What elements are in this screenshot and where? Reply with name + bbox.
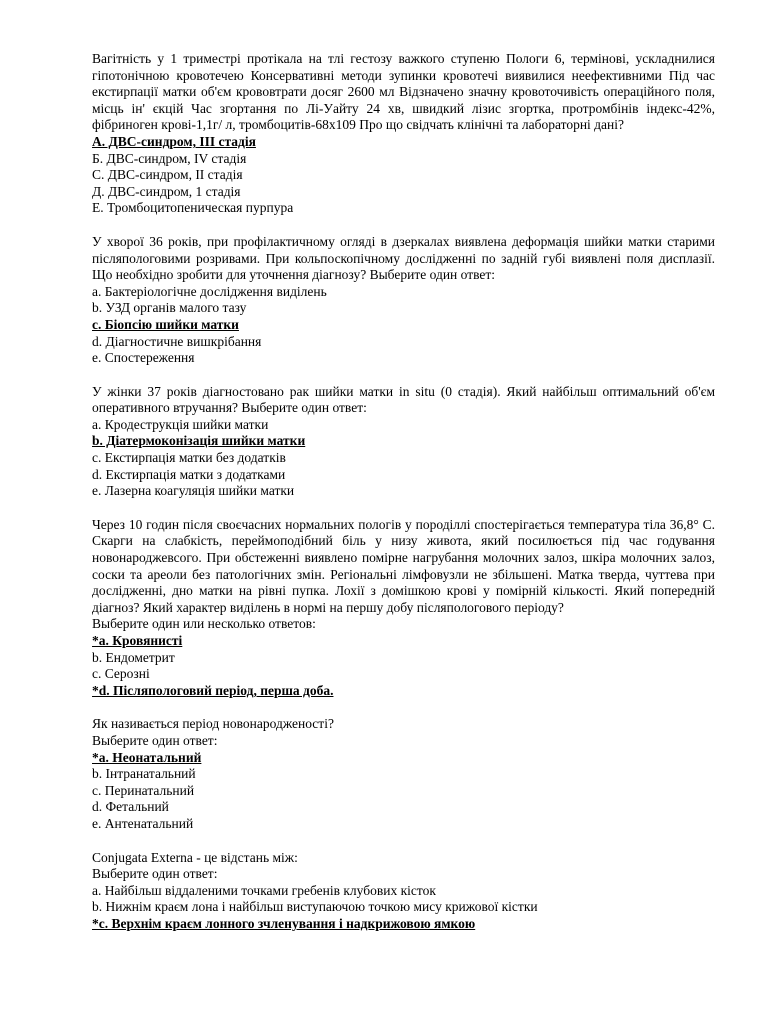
answer-options bbox=[92, 633, 715, 699]
answer-option-correct: А. ДВС-синдром, III стадія bbox=[92, 133, 256, 149]
answer-option: e. Спостереження bbox=[92, 350, 195, 366]
question-text: У хворої 36 років, при профілактичному огляді в дзеркалах виявлена деформація шийки матки старими післяпологовими розривами. При кольпоскопічному дослідженні по задній губі виявлені поля дисплазії. Що необхідно зробити для уточнення діагнозу? Выберите один ответ: bbox=[92, 233, 715, 283]
answer-option: b. Нижнім краєм лона і найбільш виступаючою точкою мису крижової кістки bbox=[92, 899, 538, 915]
question-prompt: Выберите один ответ: bbox=[92, 732, 218, 748]
answer-options bbox=[92, 750, 715, 833]
answer-options bbox=[92, 284, 715, 367]
answer-option-correct: *a. Неонатальний bbox=[92, 749, 202, 765]
answer-option: b. Інтранатальний bbox=[92, 766, 196, 782]
answer-option: b. Ендометрит bbox=[92, 649, 175, 665]
answer-option: a. Бактеріологічне дослідження виділень bbox=[92, 283, 327, 299]
question-prompt: Выберите один ответ: bbox=[92, 866, 218, 882]
question-1 bbox=[92, 51, 715, 217]
answer-options bbox=[92, 417, 715, 500]
question-text: Через 10 годин після своєчасних нормальних пологів у породіллі спостерігається температура тіла 36,8° С. Скарги на слабкість, переймоподібний біль у низу живота, який посилюється під час годування новонароджевсого. При обстеженні виявлено помірне нагрубання молочних залоз, шкіра молочних залоз, соски та ареоли без патологічних змін. Регіональні лімфовузли не збільшені. Матка тверда, чуттева при дослідженні, дно матки на рівні пупка. Лохії з домішкою крові у помірній кількості. Який попередній діагноз? Який характер виділень в нормі на першу добу післяпологового періоду? bbox=[92, 516, 715, 615]
answer-option-correct: c. Біопсію шийки матки bbox=[92, 316, 239, 332]
answer-option: Д. ДВС-синдром, 1 стадія bbox=[92, 183, 241, 199]
question-6 bbox=[92, 850, 715, 933]
answer-option: d. Екстирпація матки з додатками bbox=[92, 466, 286, 482]
answer-option: a. Найбільш віддаленими точками гребенів клубових кісток bbox=[92, 882, 436, 898]
answer-option: d. Фетальний bbox=[92, 799, 169, 815]
answer-option: b. УЗД органів малого тазу bbox=[92, 300, 247, 316]
question-text: Вагітність у 1 триместрі протікала на тлі гестозу важкого ступеню Пологи 6, термінові, ускладнилися гіпотонічною кровотечею Консервативні методи зупинки кровотечі виявилися неефективними Під час екстирпації матки об'єм крововтрати досяг 2600 мл Відзначено значну кровоточивість операційного поля, місць ін' єкцій Час згортання по Лі-Уайту 24 хв, швидкий лізис згортка, протромбінів індекс-42%, фібриноген крові-1,1г/ л, тромбоцитів-68х109 Про що свідчать клінічні та лабораторні дані? bbox=[92, 51, 715, 133]
answer-options bbox=[92, 883, 715, 933]
answer-option: Е. Тромбоцитопеническая пурпура bbox=[92, 200, 294, 216]
answer-option: e. Антенатальний bbox=[92, 815, 194, 831]
answer-option: С. ДВС-синдром, II стадія bbox=[92, 167, 243, 183]
question-5 bbox=[92, 716, 715, 832]
question-2 bbox=[92, 234, 715, 367]
answer-option: c. Перинатальний bbox=[92, 782, 195, 798]
answer-option: d. Діагностичне вишкрібання bbox=[92, 333, 262, 349]
question-3 bbox=[92, 384, 715, 500]
question-text: У жінки 37 років діагностовано рак шийки матки in situ (0 стадія). Який найбільш оптимальний об'єм оперативного втручання? Выберите один ответ: bbox=[92, 383, 715, 416]
answer-option: a. Кродеструкція шийки матки bbox=[92, 416, 269, 432]
question-text: Як називається період новонародженості? bbox=[92, 716, 334, 732]
question-prompt: Выберите один или несколько ответов: bbox=[92, 616, 316, 632]
answer-option-correct: b. Діатермоконізація шийки матки bbox=[92, 433, 306, 449]
answer-option: c. Серозні bbox=[92, 666, 150, 682]
answer-option: Б. ДВС-синдром, IV стадія bbox=[92, 150, 247, 166]
answer-option-correct: *d. Післяпологовий період, перша доба. bbox=[92, 682, 334, 698]
question-4 bbox=[92, 517, 715, 700]
question-text: Conjugata Externa - це відстань між: bbox=[92, 849, 298, 865]
answer-option-correct: *c. Верхнім краєм лонного зчленування і надкрижовою ямкою bbox=[92, 915, 476, 931]
answer-option: c. Екстирпація матки без додатків bbox=[92, 450, 286, 466]
answer-option-correct: *a. Кровянисті bbox=[92, 633, 183, 648]
answer-options bbox=[92, 134, 715, 217]
answer-option: e. Лазерна коагуляція шийки матки bbox=[92, 483, 295, 499]
